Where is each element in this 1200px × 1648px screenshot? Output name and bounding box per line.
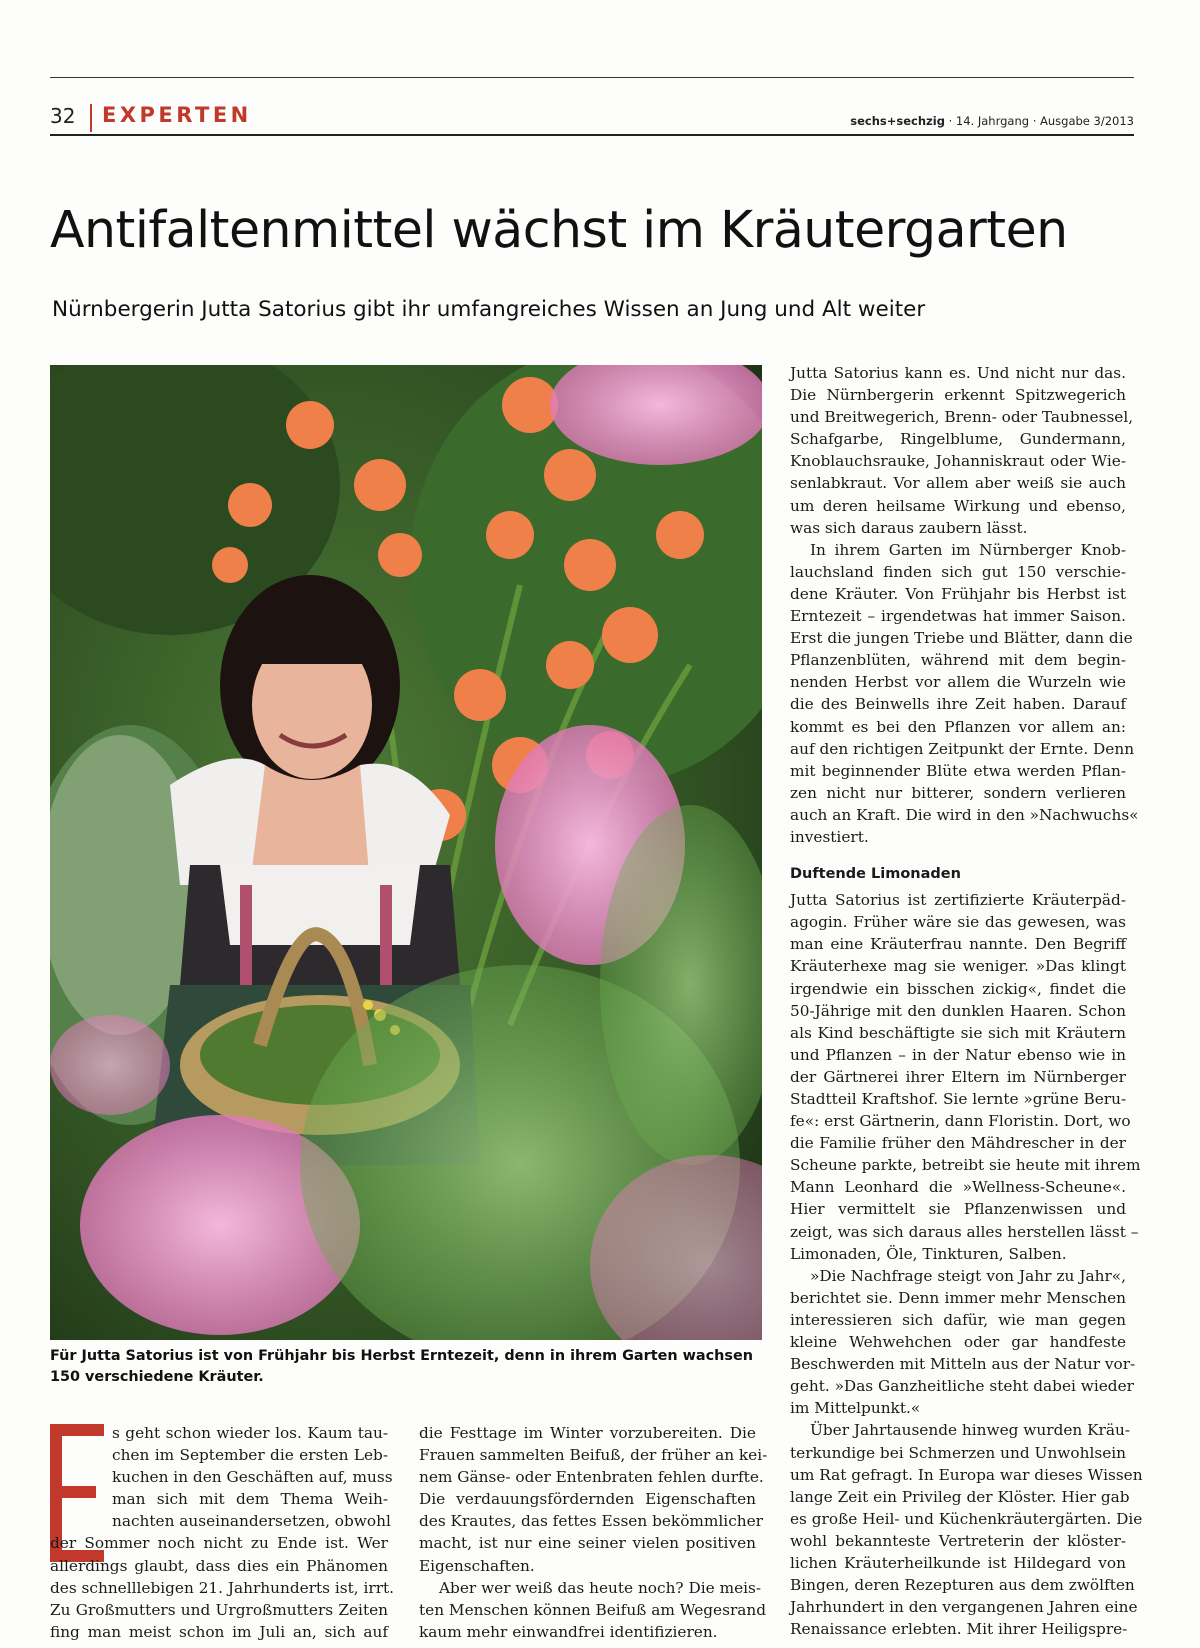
issue-details: · 14. Jahrgang · Ausgabe 3/2013	[944, 114, 1134, 128]
body-line: lichen Kräuterheilkunde ist Hildegard von	[790, 1553, 1126, 1572]
body-line: Erst die jungen Triebe und Blätter, dann die	[790, 629, 1133, 648]
body-line: was sich daraus zaubern lässt.	[790, 518, 1028, 537]
body-line: Stadtteil Kraftshof. Sie lernte »grüne Beru-	[790, 1090, 1127, 1108]
body-line: fe«: erst Gärtnerin, dann Floristin. Dort, wo	[790, 1112, 1131, 1131]
body-line: In ihrem Garten im Nürnberger Knob-	[810, 540, 1126, 559]
body-line: und Pflanzen – in der Natur ebenso wie in	[790, 1045, 1126, 1064]
body-line: auf den richtigen Zeitpunkt der Ernte. Denn	[790, 739, 1135, 758]
body-line: um Rat gefragt. In Europa war dieses Wissen	[790, 1465, 1143, 1484]
body-line: macht, ist nur eine seiner vielen positiven	[419, 1534, 756, 1553]
body-line: Scheune parkte, betreibt sie heute mit ihrem	[790, 1156, 1141, 1175]
body-line: des schnelllebigen 21. Jahrhunderts ist, irrt.	[50, 1578, 395, 1597]
article-photo	[50, 365, 762, 1340]
body-line: man eine Kräuterfrau nannte. Den Begriff	[790, 935, 1126, 954]
body-line: senlabkraut. Vor allem aber weiß sie auch	[790, 474, 1126, 493]
body-line: der Gärtnerei ihrer Eltern im Nürnberger	[790, 1067, 1126, 1086]
caption-line: 150 verschiedene Kräuter.	[50, 1369, 264, 1385]
article-column-3	[790, 362, 1143, 1640]
body-line: 50-Jährige mit den dunklen Haaren. Schon	[790, 1001, 1126, 1020]
body-line: nem Gänse- oder Entenbraten fehlen durfte.	[419, 1468, 764, 1487]
body-line: mit beginnender Blüte etwa werden Pflan-	[790, 761, 1126, 780]
body-line: die Familie früher den Mähdrescher in der	[790, 1134, 1126, 1153]
body-line: Kräuterhexe mag sie weniger. »Das klingt	[790, 957, 1126, 976]
body-line: kaum mehr einwandfrei identifizieren.	[419, 1622, 718, 1641]
photo-illustration	[50, 365, 762, 1340]
page-number: 32	[50, 104, 76, 128]
body-line: und Breitwegerich, Brenn- oder Taubnessel,	[790, 408, 1134, 427]
body-line: Eigenschaften.	[419, 1556, 535, 1575]
body-line: zen nicht nur bitterer, sondern verlieren	[790, 783, 1126, 802]
article-column-1	[50, 1422, 395, 1643]
body-line: der Sommer noch nicht zu Ende ist. Wer	[50, 1534, 388, 1553]
body-line: ten Menschen können Beifuß am Wegesrand	[419, 1600, 767, 1619]
body-line: interessieren sich dafür, wie man gegen	[790, 1310, 1126, 1329]
body-line: Limonaden, Öle, Tinkturen, Salben.	[790, 1244, 1067, 1263]
body-line: Die verdauungsfördernden Eigenschaften	[419, 1490, 756, 1509]
body-line: des Krautes, das fettes Essen bekömmlicher	[419, 1512, 763, 1531]
body-line: nachten auseinandersetzen, obwohl	[112, 1512, 391, 1531]
body-line: Jutta Satorius ist zertifizierte Kräuterpäd-	[790, 891, 1126, 910]
body-line: Aber wer weiß das heute noch? Die meis-	[439, 1578, 762, 1597]
body-line: die Festtage im Winter vorzubereiten. Die	[419, 1424, 756, 1442]
body-line: s geht schon wieder los. Kaum tau-	[112, 1424, 388, 1442]
body-line: investiert.	[790, 827, 869, 846]
section-label: EXPERTEN	[102, 103, 252, 127]
body-line: »Die Nachfrage steigt von Jahr zu Jahr«,	[810, 1266, 1126, 1285]
body-line: Mann Leonhard die »Wellness-Scheune«.	[790, 1178, 1126, 1197]
body-line: agogin. Früher wäre sie das gewesen, was	[790, 913, 1126, 932]
body-line: man sich mit dem Thema Weih-	[112, 1490, 388, 1509]
body-line: Frauen sammelten Beifuß, der früher an kei-	[419, 1446, 768, 1465]
header-rule	[50, 134, 1134, 136]
body-line: fing man meist schon im Juli an, sich auf	[50, 1622, 388, 1641]
body-line: im Mittelpunkt.«	[790, 1399, 921, 1418]
top-rule	[50, 77, 1134, 78]
body-line: lauchsland finden sich gut 150 verschie-	[790, 562, 1126, 581]
body-line: es große Heil- und Küchenkräutergärten. Die	[790, 1509, 1143, 1528]
body-line: Pflanzenblüten, während mit dem begin-	[790, 651, 1126, 670]
body-line: Zu Großmutters und Urgroßmutters Zeiten	[50, 1600, 388, 1619]
section-subheading: Duftende Limonaden	[790, 866, 961, 883]
body-line: Jutta Satorius kann es. Und nicht nur das.	[790, 364, 1126, 382]
body-line: Schafgarbe, Ringelblume, Gundermann,	[790, 430, 1126, 449]
article-column-2	[419, 1422, 768, 1643]
body-line: Bingen, deren Rezepturen aus dem zwölften	[790, 1576, 1135, 1595]
body-line: kuchen in den Geschäften auf, muss	[112, 1468, 393, 1487]
headline: Antifaltenmittel wächst im Kräutergarten	[50, 200, 1068, 259]
body-line: berichtet sie. Denn immer mehr Menschen	[790, 1288, 1126, 1307]
magazine-name: sechs+sechzig	[850, 114, 945, 128]
body-line: Erntezeit – irgendetwas hat immer Saison.	[790, 607, 1126, 626]
body-line: auch an Kraft. Die wird in den »Nachwuchs«	[790, 805, 1139, 824]
caption-line: Für Jutta Satorius ist von Frühjahr bis Herbst Erntezeit, denn in ihrem Garten wachsen	[50, 1348, 753, 1364]
body-line: Jahrhundert in den vergangenen Jahren eine	[790, 1598, 1138, 1617]
body-line: dene Kräuter. Von Frühjahr bis Herbst ist	[790, 584, 1126, 603]
body-line: lange Zeit ein Privileg der Klöster. Hier gab	[790, 1487, 1130, 1506]
body-line: Über Jahrtausende hinweg wurden Kräu-	[810, 1421, 1131, 1440]
body-line: Renaissance erlebten. Mit ihrer Heiligspre-	[790, 1620, 1128, 1639]
body-line: terkundige bei Schmerzen und Unwohlsein	[790, 1443, 1126, 1462]
body-line: kleine Wehwehchen oder gar handfeste	[790, 1333, 1126, 1352]
body-line: um deren heilsame Wirkung und ebenso,	[790, 496, 1126, 515]
header-separator	[90, 104, 92, 132]
body-line: kommt es bei den Pflanzen vor allem an:	[790, 717, 1126, 736]
body-line: irgendwie ein bisschen zickig«, findet die	[790, 979, 1126, 998]
body-line: Knoblauchsrauke, Johanniskraut oder Wie-	[790, 452, 1126, 471]
body-line: geht. »Das Ganzheitliche steht dabei wieder	[790, 1377, 1134, 1396]
issue-info	[850, 114, 1134, 128]
body-line: als Kind beschäftigte sie sich mit Kräutern	[790, 1023, 1126, 1042]
body-line: wohl bekannteste Vertreterin der klöster-	[790, 1531, 1126, 1550]
body-line: allerdings glaubt, dass dies ein Phänomen	[50, 1556, 388, 1575]
photo-caption	[50, 1346, 762, 1388]
body-line: die des Beinwells ihre Zeit haben. Darauf	[790, 695, 1126, 714]
body-line: zeigt, was sich daraus alles herstellen lässt –	[790, 1222, 1139, 1241]
body-line: Beschwerden mit Mitteln aus der Natur vor-	[790, 1355, 1136, 1374]
body-line: nenden Herbst vor allem die Wurzeln wie	[790, 673, 1126, 692]
body-line: chen im September die ersten Leb-	[112, 1446, 388, 1465]
subheadline: Nürnbergerin Jutta Satorius gibt ihr umfangreiches Wissen an Jung und Alt weiter	[52, 297, 926, 322]
body-line: Die Nürnbergerin erkennt Spitzwegerich	[790, 386, 1126, 405]
body-line: Hier vermittelt sie Pflanzenwissen und	[790, 1200, 1126, 1219]
